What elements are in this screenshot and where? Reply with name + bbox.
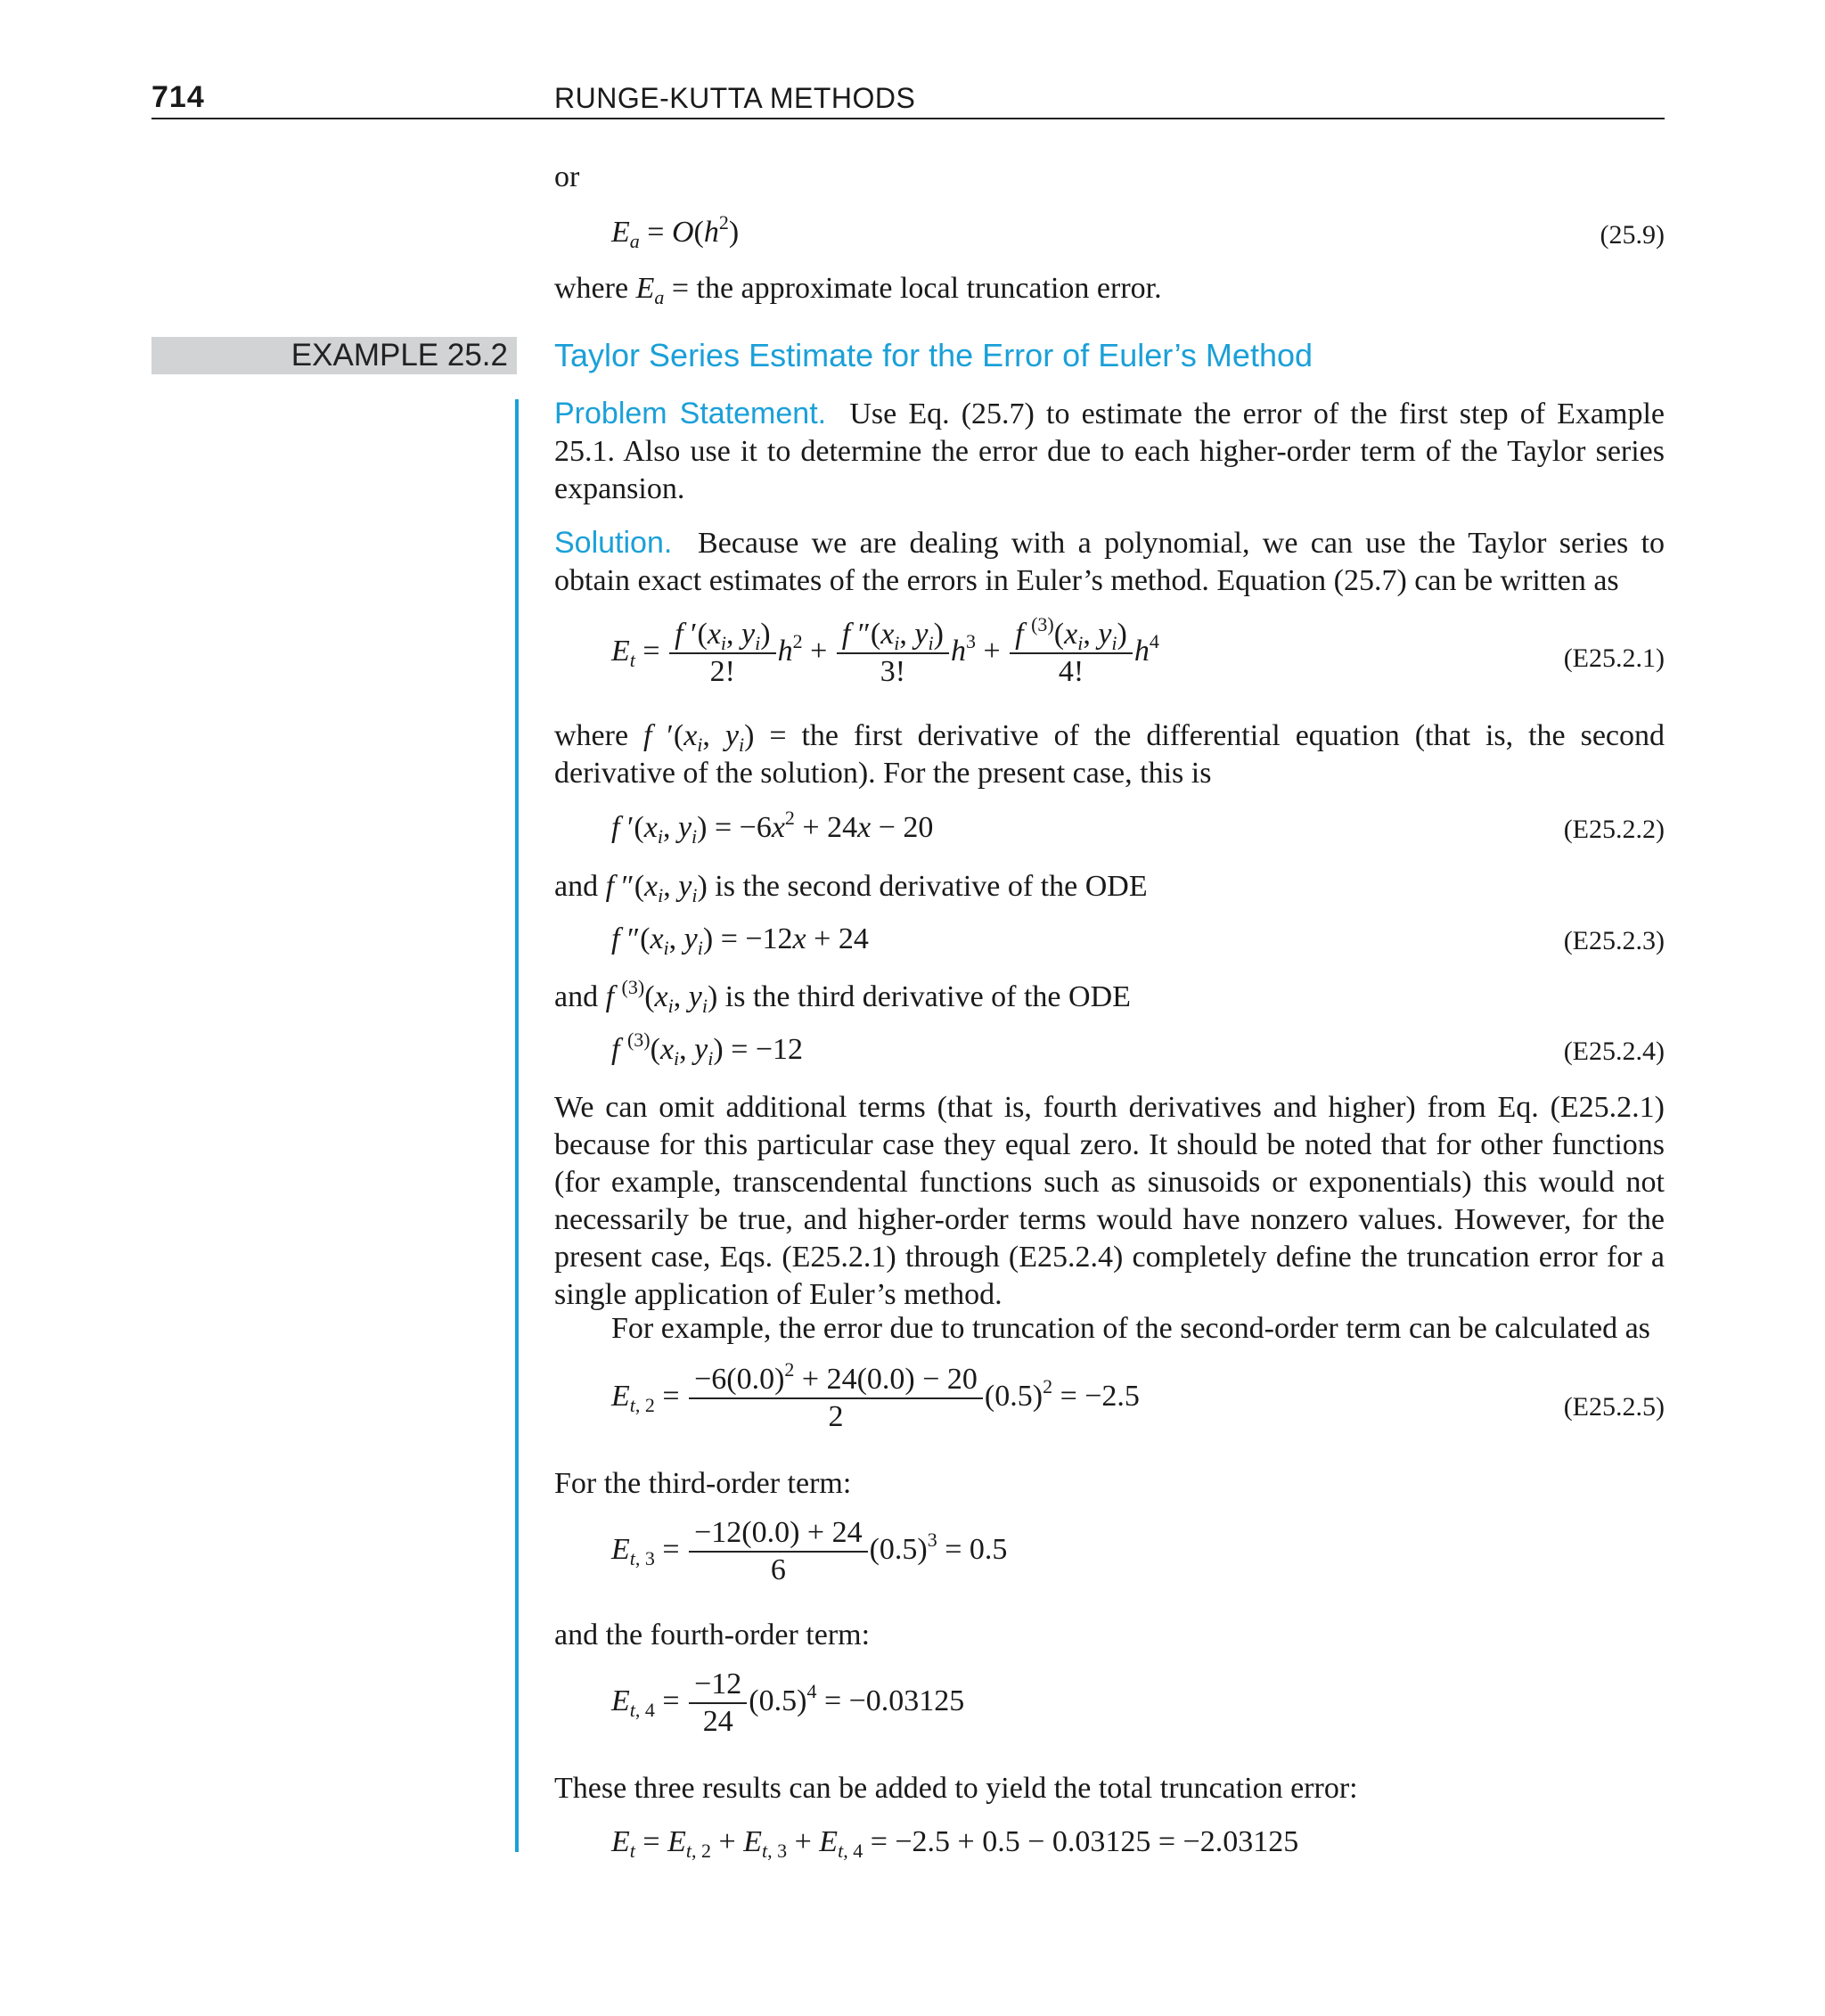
solution-text: Because we are dealing with a polynomial, we can use the Taylor series to obtain exact estimates of the errors in Euler’s method. Equation (25.7) can be written as [554, 527, 1665, 597]
solution-paragraph [554, 524, 1665, 600]
and-third-derivative: and f $^{(3)}(x_i$, $y_i$) is the third derivative of the ODE [554, 976, 1131, 1017]
equation-total-error: $E_t = E_{t, 2} + E_{t, 3} + E_{t, 4} = -2.5 + 0.5 - 0.03125 = -2.03125$ [611, 1825, 1299, 1862]
example-title: Taylor Series Estimate for the Error of Euler’s Method [554, 337, 1314, 373]
where-ea-post: = the approximate local truncation error. [664, 272, 1162, 305]
omit-paragraph: We can omit additional terms (that is, fourth derivatives and higher) from Eq. (E25.2.1) because for this particular case they equal zero. It should be noted that for other functions (for example, transcendental functions such as sinusoids or exponentials) this would not necessarily be true, and higher-order terms would have nonzero values. However, for the present case, Eqs. (E25.2.1) through (E25.2.4) completely define the truncation error for a single application of Euler’s method. [554, 1091, 1665, 1311]
and-second-derivative: and f $''(x_i$, $y_i$) is the second derivative of the ODE [554, 870, 1148, 906]
example-label: EXAMPLE 25.2 [291, 338, 508, 373]
these-three-text: These three results can be added to yield the total truncation error: [554, 1772, 1358, 1805]
equation-number-e25-2-1: (E25.2.1) [1563, 643, 1665, 673]
page-number: 714 [151, 80, 205, 114]
equation-e25-2-1: $E_t$ = $\frac{f '(x_i, y_i)}{2!}$ $h^2$ + $\frac{f ''(x_i, y_i)}{3!}$ $h^3$ + $\frac{f ^{(3)}(x_i, y_i)}{4!}$ $h^4$ [611, 613, 1159, 688]
header-rule [151, 118, 1665, 119]
and-third-text: is the third derivative of the ODE [717, 980, 1131, 1013]
equation-e25-2-4: f $^{(3)}(x_i$, $y_i) = -12$ [611, 1028, 804, 1069]
equation-e25-2-5: $E_{t, 2}$ = $\frac{-6(0.0)^2 + 24(0.0) - 20}{2}$ $(0.5)^2 = -2.5$ [611, 1358, 1140, 1433]
equation-number-e25-2-5: (E25.2.5) [1563, 1392, 1665, 1422]
equation-et4: $E_{t, 4}$ = $\frac{-12}{24}$ $(0.5)^4 = -0.03125$ [611, 1668, 965, 1738]
where-ea-pre: where [554, 272, 636, 305]
problem-text: Use Eq. (25.7) to estimate the error of the first step of Example 25.1. Also use it to determine the error due to each higher-order term of the Taylor series expansion. [554, 397, 1665, 505]
equation-number-e25-2-4: (E25.2.4) [1563, 1037, 1665, 1066]
solution-heading: Solution. [554, 526, 673, 560]
running-head: RUNGE-KUTTA METHODS [554, 82, 916, 114]
equation-25-9: $E_a = O(h^2)$ [611, 211, 740, 252]
problem-statement [554, 395, 1665, 508]
equation-number-e25-2-3: (E25.2.3) [1563, 926, 1665, 955]
or-text: or [554, 160, 580, 193]
third-order-text: For the third-order term: [554, 1467, 852, 1500]
equation-number-e25-2-2: (E25.2.2) [1563, 815, 1665, 844]
equation-number-25-9: (25.9) [1600, 220, 1665, 250]
equation-e25-2-3: f $''(x_i$, $y_i) = -12x + 24$ [611, 922, 869, 959]
where-ea-sentence: where $E_a$ = the approximate local truncation error. [554, 272, 1162, 308]
and-second-text: is the second derivative of the ODE [707, 870, 1148, 903]
where-first-derivative: where f $'(x_i$, $y_i$) = the first derivative of the differential equation (that is, the second derivative of the solution). For the present case, this is [554, 719, 1665, 790]
example-side-rule [515, 399, 519, 1852]
equation-e25-2-2: f $'(x_i$, $y_i) = -6x^2 + 24x - 20$ [611, 807, 934, 848]
for-example-paragraph: For example, the error due to truncation of the second-order term can be calculated as [611, 1312, 1650, 1345]
where-first-text: = the first derivative of the differential equation (that is, the second derivative of the solution). For the present case, this is [554, 719, 1665, 790]
problem-heading: Problem Statement. [554, 397, 827, 430]
fourth-order-text: and the fourth-order term: [554, 1619, 871, 1651]
equation-et3: $E_{t, 3}$ = $\frac{-12(0.0) + 24}{6}$ $(0.5)^3 = 0.5$ [611, 1516, 1008, 1586]
